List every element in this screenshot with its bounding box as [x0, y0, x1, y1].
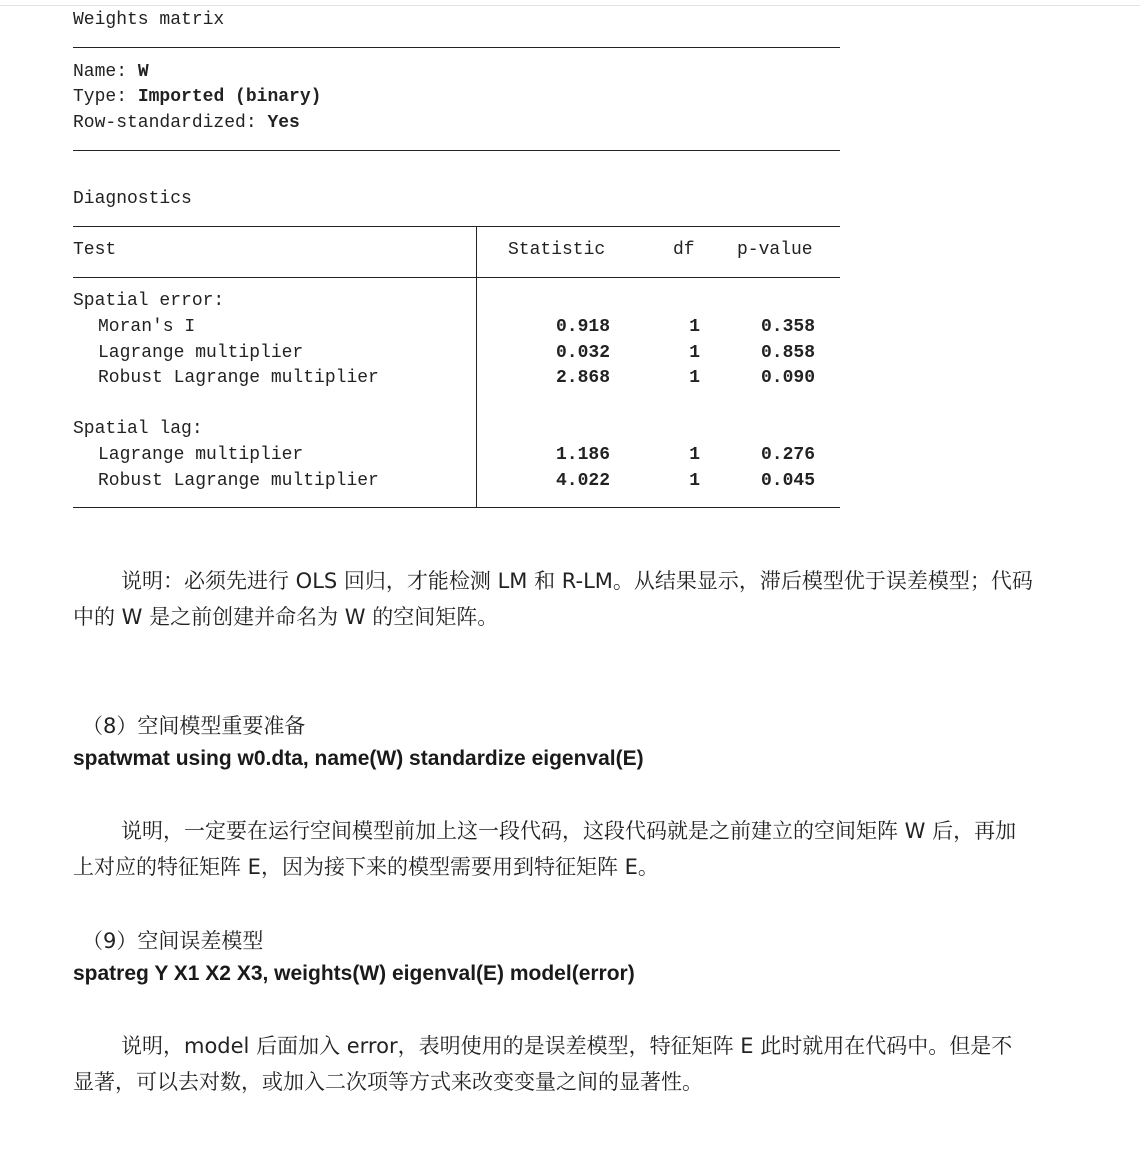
- weights-rowstd-value: Yes: [267, 113, 300, 133]
- spatial-error-label: Spatial error:: [73, 291, 225, 311]
- table-row-statistic: 1.186: [555, 445, 610, 465]
- section-8-heading: （8）空间模型重要准备: [82, 714, 306, 738]
- header-pvalue: p-value: [737, 240, 813, 260]
- note-paragraph-1: 说明：必须先进行 OLS 回归，才能检测 LM 和 R-LM。从结果显示，滞后模型优于误差模型；代码中的 W 是之前创建并命名为 W 的空间矩阵。: [73, 569, 1033, 629]
- table-row-df: 1: [689, 445, 700, 465]
- table-row-pvalue: 0.045: [760, 471, 815, 491]
- weights-rowstd-line: [73, 113, 300, 133]
- table-row-statistic: 0.032: [555, 343, 610, 363]
- diagnostics-title: Diagnostics: [73, 189, 192, 209]
- table-row-df: 1: [689, 343, 700, 363]
- page-top-border: [0, 5, 1140, 6]
- section-8-note: 说明，一定要在运行空间模型前加上这一段代码，这段代码就是之前建立的空间矩阵 W 后，再加上对应的特征矩阵 E，因为接下来的模型需要用到特征矩阵 E。: [73, 819, 1017, 879]
- weights-type-label: Type:: [73, 87, 128, 107]
- weights-name-line: [73, 62, 149, 82]
- table-row-df: 1: [689, 317, 700, 337]
- table-row-test: Lagrange multiplier: [98, 343, 304, 363]
- table-bottom-rule: [73, 507, 840, 508]
- table-row-statistic: 0.918: [555, 317, 610, 337]
- table-row-pvalue: 0.858: [760, 343, 815, 363]
- table-row-statistic: 4.022: [555, 471, 610, 491]
- header-test: Test: [73, 240, 117, 260]
- table-row-test: Robust Lagrange multiplier: [98, 471, 379, 491]
- divider: [73, 47, 840, 48]
- table-row-test: Robust Lagrange multiplier: [98, 368, 379, 388]
- table-row-pvalue: 0.276: [760, 445, 815, 465]
- header-df: df: [673, 240, 695, 260]
- table-row-pvalue: 0.090: [760, 368, 815, 388]
- weights-name-value: W: [137, 62, 149, 82]
- table-row-df: 1: [689, 471, 700, 491]
- table-row-test: Lagrange multiplier: [98, 445, 304, 465]
- table-row-pvalue: 0.358: [760, 317, 815, 337]
- table-top-rule: [73, 226, 840, 227]
- section-9-heading: （9）空间误差模型: [82, 929, 264, 953]
- weights-matrix-title: Weights matrix: [73, 10, 225, 30]
- spatial-lag-label: Spatial lag:: [73, 419, 203, 439]
- weights-name-label: Name:: [73, 62, 128, 82]
- table-row-test: Moran's I: [98, 317, 196, 337]
- table-row-statistic: 2.868: [555, 368, 610, 388]
- section-9-code: spatreg Y X1 X2 X3, weights(W) eigenval(E) model(error): [73, 962, 635, 985]
- table-row-df: 1: [689, 368, 700, 388]
- weights-rowstd-label: Row-standardized:: [73, 113, 257, 133]
- table-header-rule: [73, 277, 840, 278]
- weights-type-line: [73, 87, 321, 107]
- divider: [73, 150, 840, 151]
- section-8-code: spatwmat using w0.dta, name(W) standardize eigenval(E): [73, 747, 644, 770]
- weights-type-value: Imported (binary): [137, 87, 322, 107]
- section-9-note: 说明，model 后面加入 error，表明使用的是误差模型，特征矩阵 E 此时就用在代码中。但是不显著，可以去对数，或加入二次项等方式来改变变量之间的显著性。: [73, 1034, 1013, 1094]
- table-vertical-rule: [476, 227, 477, 508]
- header-statistic: Statistic: [508, 240, 606, 260]
